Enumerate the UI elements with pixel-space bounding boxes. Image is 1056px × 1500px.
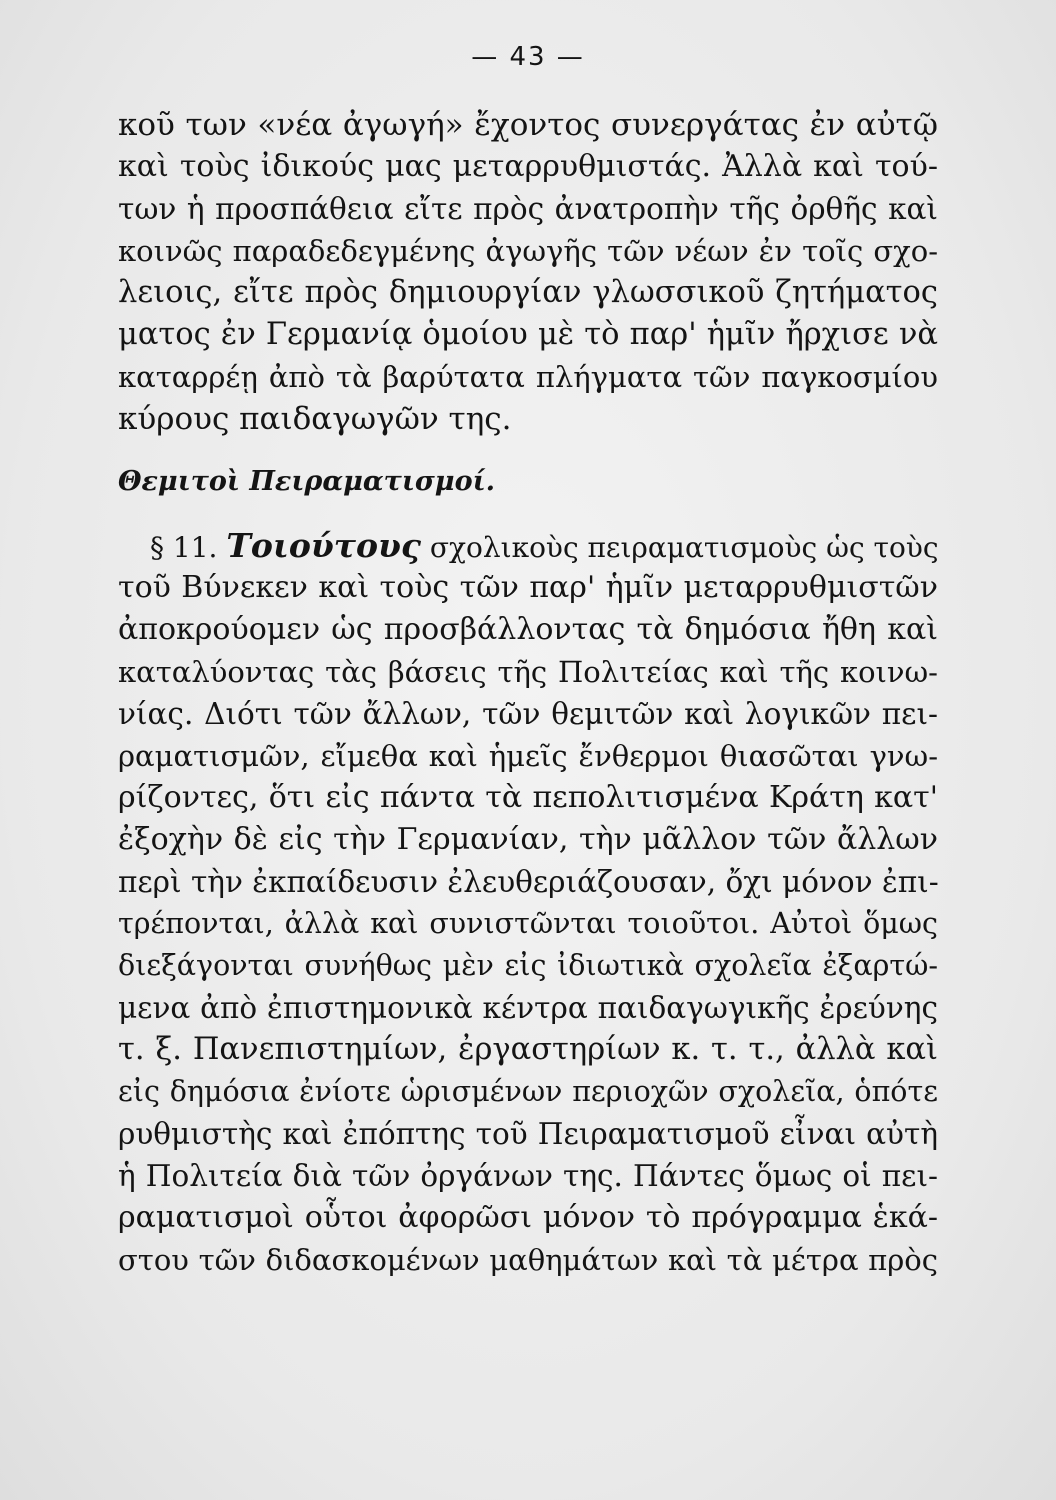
page-number: — 43 — [471, 42, 585, 72]
text-line: λειοις, εἴτε πρὸς δημιουργίαν γλωσσικοῦ ζητήματος [118, 275, 938, 310]
text-line: των ἡ προσπάθεια εἴτε πρὸς ἀνατροπὴν τῆς ὀρθῆς καὶ [118, 192, 938, 226]
section-first-line-text: σχολικοὺς πειραματισμοὺς ὡς τοὺς [429, 531, 939, 564]
text-line: διεξάγονται συνήθως μὲν εἰς ἰδιωτικὰ σχολεῖα ἐξαρτώ- [118, 949, 938, 982]
text-line: τρέπονται, ἀλλὰ καὶ συνιστῶνται τοιοῦτοι. Αὐτοὶ ὅμως [118, 907, 938, 940]
text-line: ραματισμοὶ οὗτοι ἀφορῶσι μόνον τὸ πρόγραμμα ἑκά- [118, 1200, 938, 1235]
text-line: ρίζοντες, ὅτι εἰς πάντα τὰ πεπολιτισμένα Κράτη κατ' [118, 780, 938, 815]
text-line: στου τῶν διδασκομένων μαθημάτων καὶ τὰ μέτρα πρὸς [118, 1243, 938, 1277]
text-line: καταρρέῃ ἀπὸ τὰ βαρύτατα πλήγματα τῶν παγκοσμίου [118, 360, 938, 394]
section-heading: Θεμιτοὶ Πειραματισμοί. [118, 466, 496, 497]
text-line: κοῦ των «νέα ἀγωγή» ἔχοντος συνεργάτας ἐν αὐτῷ [118, 107, 938, 143]
text-line: ρυθμιστὴς καὶ ἐπόπτης τοῦ Πειραματισμοῦ εἶναι αὐτὴ [118, 1117, 938, 1151]
text-line: τ. ξ. Πανεπιστημίων, ἐργαστηρίων κ. τ. τ., ἀλλὰ καὶ [118, 1032, 938, 1067]
text-line: ἡ Πολιτεία διὰ τῶν ὀργάνων της. Πάντες ὅμως οἱ πει- [118, 1159, 938, 1193]
text-line: μενα ἀπὸ ἐπιστημονικὰ κέντρα παιδαγωγικῆς ἐρεύνης [118, 991, 938, 1025]
text-line: νίας. Διότι τῶν ἄλλων, τῶν θεμιτῶν καὶ λογικῶν πει- [118, 697, 938, 731]
text-line: κύρους παιδαγωγῶν της. [118, 401, 512, 437]
section-first-line [118, 525, 938, 567]
text-line: ἐξοχὴν δὲ εἰς τὴν Γερμανίαν, τὴν μᾶλλον τῶν ἄλλων [118, 822, 938, 857]
text-line: κοινῶς παραδεδεγμένης ἀγωγῆς τῶν νέων ἐν τοῖς σχο- [118, 234, 938, 268]
text-line: περὶ τὴν ἐκπαίδευσιν ἐλευθεριάζουσαν, ὄχι μόνον ἐπι- [118, 865, 939, 899]
section-lead-word: Τοιούτους [226, 526, 421, 565]
text-line: ματος ἐν Γερμανίᾳ ὁμοίου μὲ τὸ παρ' ἡμῖν ἤρχισε νὰ [118, 317, 938, 352]
section-number: § 11. [150, 531, 218, 564]
text-line: ἀποκρούομεν ὡς προσβάλλοντας τὰ δημόσια ἤθη καὶ [118, 612, 938, 647]
text-line: ραματισμῶν, εἴμεθα καὶ ἡμεῖς ἔνθερμοι θιασῶται γνω- [118, 739, 938, 773]
text-line: καὶ τοὺς ἰδικούς μας μεταρρυθμιστάς. Ἀλλὰ καὶ τού- [118, 149, 938, 184]
text-line: καταλύοντας τὰς βάσεις τῆς Πολιτείας καὶ τῆς κοινω- [118, 655, 938, 689]
text-line: τοῦ Βύνεκεν καὶ τοὺς τῶν παρ' ἡμῖν μεταρρυθμιστῶν [118, 570, 938, 605]
text-line: εἰς δημόσια ἐνίοτε ὡρισμένων περιοχῶν σχολεῖα, ὁπότε [118, 1075, 938, 1108]
